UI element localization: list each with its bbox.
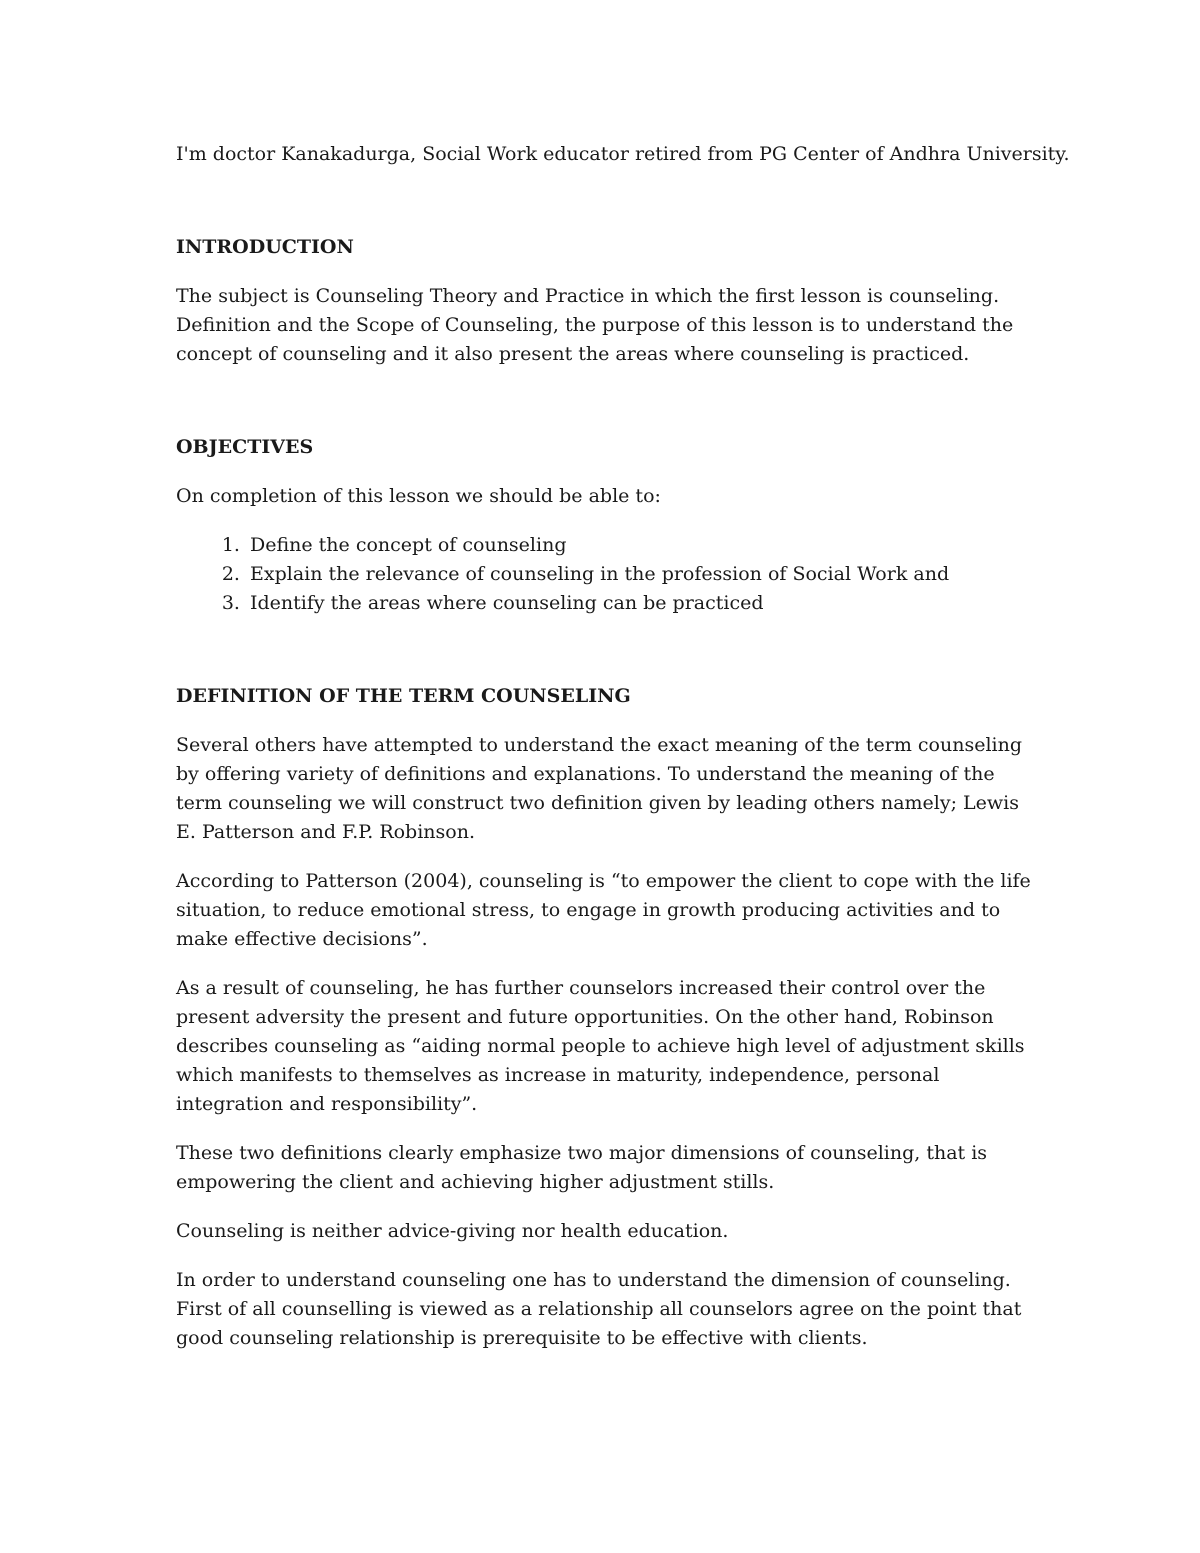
definition-paragraph: Counseling is neither advice-giving nor health education. <box>176 1220 729 1242</box>
definition-paragraph: In order to understand counseling one has to understand the dimension of counseling. First of all counselling is viewed as a relationship all counselors agree on the point that good counseling relationship is prerequisite to be effective with clients. <box>176 1269 1022 1349</box>
objective-item: 3. Identify the areas where counseling can be practiced <box>246 589 1036 618</box>
definition-paragraph: Several others have attempted to understand the exact meaning of the term counseling by offering variety of definitions and explanations. To understand the meaning of the term counseling we will construct two definition given by leading others namely; Lewis E. Patterson and F.P. Robinson. <box>176 734 1022 843</box>
objectives-lead: On completion of this lesson we should be able to: <box>176 485 661 507</box>
definition-paragraph: As a result of counseling, he has further counselors increased their control over the present adversity the present and future opportunities. On the other hand, Robinson describes counseling as “aiding normal people to achieve high level of adjustment skills which manifests to themselves as increase in maturity, independence, personal integration and responsibility”. <box>176 977 1025 1115</box>
document-body <box>176 140 1070 1373</box>
introduction-paragraph: The subject is Counseling Theory and Practice in which the first lesson is counseling. Definition and the Scope of Counseling, the purpose of this lesson is to understand the concept of counseling and it also present the areas where counseling is practiced. <box>176 285 1014 365</box>
introduction-heading: INTRODUCTION <box>176 236 354 258</box>
objective-item: 2. Explain the relevance of counseling in the profession of Social Work and <box>246 560 1036 589</box>
definition-paragraph: According to Patterson (2004), counseling is “to empower the client to cope with the life situation, to reduce emotional stress, to engage in growth producing activities and to make effective decisions”. <box>176 870 1031 950</box>
definition-paragraph: These two definitions clearly emphasize two major dimensions of counseling, that is empowering the client and achieving higher adjustment stills. <box>176 1142 988 1193</box>
definition-heading: DEFINITION OF THE TERM COUNSELING <box>176 685 631 707</box>
objectives-list <box>176 531 1036 618</box>
objectives-heading: OBJECTIVES <box>176 436 314 458</box>
author-intro-line: I'm doctor Kanakadurga, Social Work educator retired from PG Center of Andhra University. <box>176 143 1070 165</box>
objective-item: 1. Define the concept of counseling <box>246 531 1036 560</box>
